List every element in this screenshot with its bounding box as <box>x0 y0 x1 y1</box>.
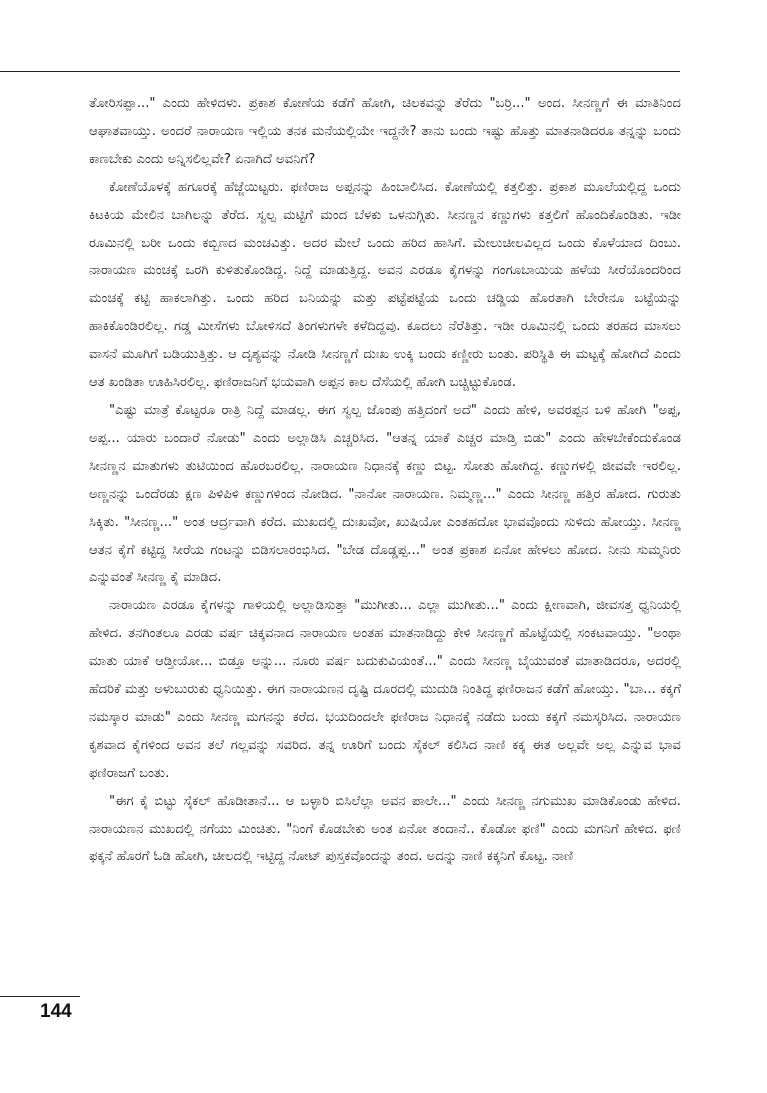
paragraph: "ಈಗ ಕೈ ಬಿಟ್ಟು ಸೈಕಲ್ ಹೊಡೀತಾನೆ... ಆ ಬಳ್ಳಾರಿ ಬಿಸಿಲೆಲ್ಲಾ ಅವನ ಪಾಲೇ..." ಎಂದು ಸೀನಣ್ಣ ನಗುಮುಖ ಮಾಡಿಕೊಂಡು ಹೇಳಿದ. ನಾರಾಯಣನ ಮುಖದಲ್ಲಿ ನಗೆಯು ಮಿಂಚಿತು. "ನಿಂಗೆ ಕೊಡಬೇಕು ಅಂತ ಏನೋ ತಂದಾನೆ.. ಕೊಡೋ ಫಣಿ" ಎಂದು ಮಗನಿಗೆ ಹೇಳಿದ. ಫಣಿ ಫಕ್ಕನೆ ಹೊರಗೆ ಓಡಿ ಹೋಗಿ, ಚೀಲದಲ್ಲಿ ಇಟ್ಟಿದ್ದ ನೋಟ್ ಪುಸ್ತಕವೊಂದನ್ನು ತಂದ. ಅದನ್ನು ನಾಣಿ ಕಕ್ಕನಿಗೆ ಕೊಟ್ಟ. ನಾಣಿ <box>89 793 681 865</box>
paragraph: ಕೋಣೆಯೊಳಕ್ಕೆ ಹಗೂರಕ್ಕೆ ಹೆಜ್ಜೆಯಿಟ್ಟರು. ಫಣಿರಾಜ ಅಪ್ಪನನ್ನು ಹಿಂಬಾಲಿಸಿದ. ಕೋಣೆಯಲ್ಲಿ ಕತ್ತಲಿತ್ತು. ಪ್ರಕಾಶ ಮೂಲೆಯಲ್ಲಿದ್ದ ಒಂದು ಕಿಟಕಿಯ ಮೇಲಿನ ಬಾಗಿಲನ್ನು ತೆರೆದ. ಸ್ವಲ್ಪ ಮಟ್ಟಿಗೆ ಮಂದ ಬೆಳಕು ಒಳನುಗ್ಗಿತು. ಸೀನಣ್ಣನ ಕಣ್ಣುಗಳು ಕತ್ತಲಿಗೆ ಹೊಂದಿಕೊಂಡಿತು. ಇಡೀ ರೂಮಿನಲ್ಲಿ ಬರೀ ಒಂದು ಕಬ್ಬಿಣದ ಮಂಚವಿತ್ತು. ಅದರ ಮೇಲೆ ಒಂದು ಹರಿದ ಹಾಸಿಗೆ. ಮೇಲುಚೀಲವಿಲ್ಲದ ಒಂದು ಕೊಳೆಯಾದ ದಿಂಬು. ನಾರಾಯಣ ಮಂಚಕ್ಕೆ ಒರಗಿ ಕುಳಿತುಕೊಂಡಿದ್ದ. ನಿದ್ದೆ ಮಾಡುತ್ತಿದ್ದ. ಅವನ ಎರಡೂ ಕೈಗಳನ್ನು ಗಂಗೂಬಾಯಿಯ ಹಳೆಯ ಸೀರೆಯೊಂದರಿಂದ ಮಂಚಕ್ಕೆ ಕಟ್ಟಿ ಹಾಕಲಾಗಿತ್ತು. ಒಂದು ಹರಿದ ಬನಿಯನ್ನು ಮತ್ತು ಪಟ್ಟೆಪಟ್ಟೆಯ ಒಂದು ಚಡ್ಡಿಯ ಹೊರತಾಗಿ ಬೇರೇನೂ ಬಟ್ಟೆಯನ್ನು ಹಾಕಿಕೊಂಡಿರಲಿಲ್ಲ. ಗಡ್ಡ ಮೀಸೆಗಳು ಬೋಳಿಸದೆ ತಿಂಗಳುಗಳೇ ಕಳೆದಿದ್ದವು. ಕೂದಲು ನೆರೆತಿತ್ತು. ಇಡೀ ರೂಮಿನಲ್ಲಿ ಒಂದು ತರಹದ ಮಾಸಲು ವಾಸನೆ ಮೂಗಿಗೆ ಬಡಿಯುತ್ತಿತ್ತು. ಆ ದೃಶ್ಯವನ್ನು ನೋಡಿ ಸೀನಣ್ಣಗೆ ದುಃಖ ಉಕ್ಕಿ ಬಂದು ಕಣ್ಣೀರು ಬಂತು. ಪರಿಸ್ಥಿತಿ ಈ ಮಟ್ಟಕ್ಕೆ ಹೋಗಿದೆ ಎಂದು ಆತ ಖಂಡಿತಾ ಊಹಿಸಿರಲಿಲ್ಲ. ಫಣಿರಾಜನಿಗೆ ಭಯವಾಗಿ ಅಪ್ಪನ ಕಾಲ ದೆಸೆಯಲ್ಲಿ ಹೋಗಿ ಬಚ್ಚಿಟ್ಟುಕೊಂಡ. <box>89 179 681 391</box>
paragraph: ತೋರಿಸಪ್ಪಾ..." ಎಂದು ಹೇಳಿದಳು. ಪ್ರಕಾಶ ಕೋಣೆಯ ಕಡೆಗೆ ಹೋಗಿ, ಚಿಲಕವನ್ನು ತೆರೆದು "ಬರ್ರಿ..." ಅಂದ. ಸೀನಣ್ಣಗೆ ಈ ಮಾತಿನಿಂದ ಆಘಾತವಾಯ್ತು. ಅಂದರೆ ನಾರಾಯಣ ಇಲ್ಲಿಯ ತನಕ ಮನೆಯಲ್ಲಿಯೇ ಇದ್ದನೇ? ತಾನು ಬಂದು ಇಷ್ಟು ಹೊತ್ತು ಮಾತನಾಡಿದರೂ ತನ್ನನ್ನು ಬಂದು ಕಾಣಬೇಕು ಎಂದು ಅನ್ನಿಸಲಿಲ್ಲವೇ? ಏನಾಗಿದೆ ಅವನಿಗೆ? <box>89 96 681 167</box>
page-number: 144 <box>40 1001 72 1022</box>
body-text <box>89 90 681 871</box>
paragraph: ನಾರಾಯಣ ಎರಡೂ ಕೈಗಳನ್ನು ಗಾಳಿಯಲ್ಲಿ ಅಲ್ಲಾಡಿಸುತ್ತಾ "ಮುಗೀತು... ಎಲ್ಲಾ ಮುಗೀತು..." ಎಂದು ಕ್ಷೀಣವಾಗಿ, ಜೀವಸತ್ತ ಧ್ವನಿಯಲ್ಲಿ ಹೇಳಿದ. ತನಗಿಂತಲೂ ಎರಡು ವರ್ಷ ಚಿಕ್ಕವನಾದ ನಾರಾಯಣ ಅಂತಹ ಮಾತನಾಡಿದ್ದು ಕೇಳಿ ಸೀನಣ್ಣಗೆ ಹೊಟ್ಟೆಯಲ್ಲಿ ಸಂಕಟವಾಯ್ತು. "ಅಂಥಾ ಮಾತು ಯಾಕೆ ಆಡ್ತೀಯೋ... ಬಿಡ್ತೂ ಅನ್ನು... ನೂರು ವರ್ಷ ಬದುಕುವಿಯಂತೆ..." ಎಂದು ಸೀನಣ್ಣ ಬೈಯುವಂತೆ ಮಾತಾಡಿದರೂ, ಅದರಲ್ಲಿ ಹೆದರಿಕೆ ಮತ್ತು ಅಳುಬುರುಕು ಧ್ವನಿಯಿತ್ತು. ಈಗ ನಾರಾಯಣನ ದೃಷ್ಟಿ ದೂರದಲ್ಲಿ ಮುದುಡಿ ನಿಂತಿದ್ದ ಫಣಿರಾಜನ ಕಡೆಗೆ ಹೋಯ್ತು. "ಬಾ... ಕಕ್ಕಗೆ ನಮಸ್ಕಾರ ಮಾಡು" ಎಂದು ಸೀನಣ್ಣ ಮಗನನ್ನು ಕರೆದ. ಭಯದಿಂದಲೇ ಫಣಿರಾಜ ನಿಧಾನಕ್ಕೆ ನಡೆದು ಬಂದು ಕಕ್ಕಗೆ ನಮಸ್ಕರಿಸಿದ. ನಾರಾಯಣ ಕೃಶವಾದ ಕೈಗಳಿಂದ ಅವನ ತಲೆ ಗಲ್ಲವನ್ನು ಸವರಿದ. ತನ್ನ ಊರಿಗೆ ಬಂದು ಸೈಕಲ್ ಕಲಿಸಿದ ನಾಣಿ ಕಕ್ಕ ಈತ ಅಲ್ಲವೇ ಅಲ್ಲ ಎನ್ನುವ ಭಾವ ಫಣಿರಾಜಗೆ ಬಂತು. <box>89 598 681 781</box>
bottom-rule <box>0 996 80 997</box>
top-rule <box>0 71 680 72</box>
paragraph: "ಎಷ್ಟು ಮಾತ್ರೆ ಕೊಟ್ಟರೂ ರಾತ್ರಿ ನಿದ್ದೆ ಮಾಡಲ್ಲ. ಈಗ ಸ್ವಲ್ಪ ಜೊಂಪು ಹತ್ತಿದಂಗೆ ಅದೆ" ಎಂದು ಹೇಳಿ, ಅವರಪ್ಪನ ಬಳಿ ಹೋಗಿ "ಅಪ್ಪ, ಅಪ್ಪ... ಯಾರು ಬಂದಾರೆ ನೋಡು" ಎಂದು ಅಲ್ಲಾಡಿಸಿ ಎಚ್ಚರಿಸಿದ. "ಆತನ್ನ ಯಾಕೆ ಎಚ್ಚರ ಮಾಡ್ತಿ ಬಿಡು" ಎಂದು ಹೇಳಬೇಕೆಂದುಕೊಂಡ ಸೀನಣ್ಣನ ಮಾತುಗಳು ತುಟಿಯಿಂದ ಹೊರಬರಲಿಲ್ಲ. ನಾರಾಯಣ ನಿಧಾನಕ್ಕೆ ಕಣ್ಣು ಬಿಟ್ಟ. ಸೋತು ಹೋಗಿದ್ದ. ಕಣ್ಣುಗಳಲ್ಲಿ ಜೀವವೇ ಇರಲಿಲ್ಲ. ಅಣ್ಣನನ್ನು ಒಂದೆರಡು ಕ್ಷಣ ಪಿಳಿಪಿಳಿ ಕಣ್ಣುಗಳಿಂದ ನೋಡಿದ. "ನಾನೋ ನಾರಾಯಣ. ನಿಮ್ಮಣ್ಣ..." ಎಂದು ಸೀನಣ್ಣ ಹತ್ತಿರ ಹೋದ. ಗುರುತು ಸಿಕ್ಕಿತು. "ಸೀನಣ್ಣ..." ಅಂತ ಆರ್ದ್ರವಾಗಿ ಕರೆದ. ಮುಖದಲ್ಲಿ ದುಃಖವೋ, ಖುಷಿಯೋ ಎಂತಹದೋ ಭಾವವೊಂದು ಸುಳಿದು ಹೋಯ್ತು. ಸೀನಣ್ಣ ಆತನ ಕೈಗೆ ಕಟ್ಟಿದ್ದ ಸೀರೆಯ ಗಂಟನ್ನು ಬಿಡಿಸಲಾರಂಭಿಸಿದ. "ಬೇಡ ದೊಡ್ಡಪ್ಪ..." ಅಂತ ಪ್ರಕಾಶ ಏನೋ ಹೇಳಲು ಹೋದ. ನೀನು ಸುಮ್ಮನಿರು ಎನ್ನುವಂತೆ ಸೀನಣ್ಣ ಕೈ ಮಾಡಿದ. <box>89 402 681 586</box>
